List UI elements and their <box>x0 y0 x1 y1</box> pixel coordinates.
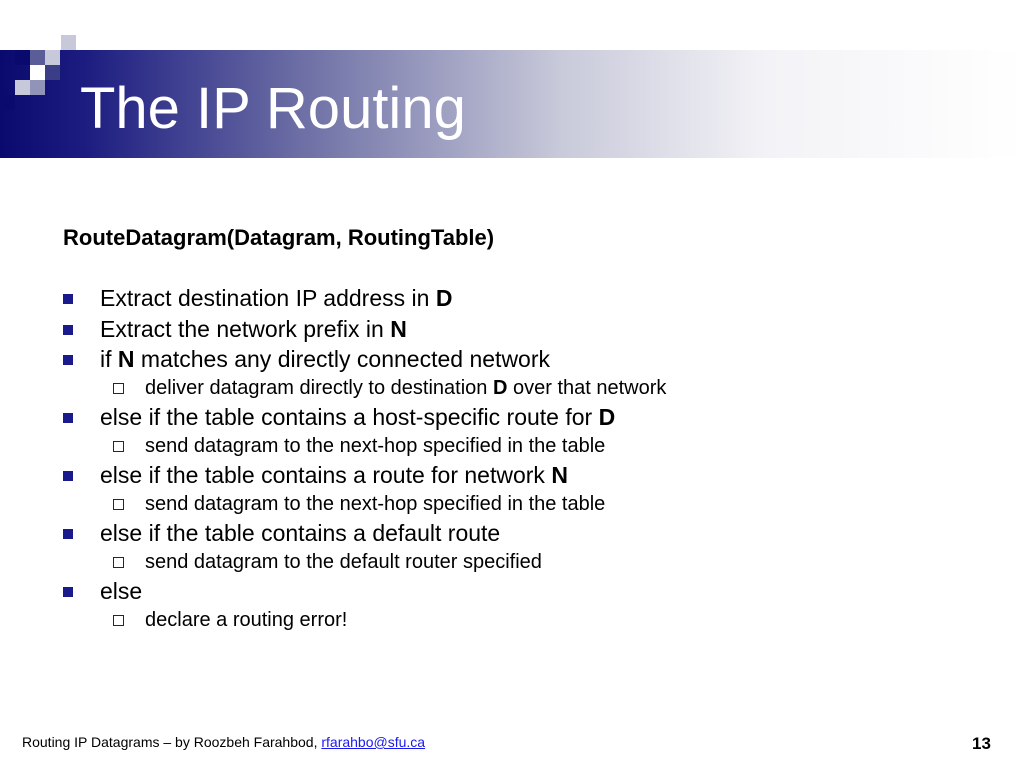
slide-subtitle: RouteDatagram(Datagram, RoutingTable) <box>63 225 495 250</box>
bullet-item <box>100 346 550 373</box>
footer-email-link[interactable]: rfarahbo@sfu.ca <box>321 734 426 750</box>
bullet-text: if <box>100 346 118 372</box>
bullet-text: Extract the network prefix in <box>100 316 391 342</box>
bullet-bold-variable: N <box>551 462 568 488</box>
bullet-square-icon <box>63 325 73 335</box>
sub-bullet-hollow-square-icon <box>113 499 124 510</box>
sub-bullet-item <box>145 609 347 632</box>
bullet-square-icon <box>63 355 73 365</box>
sub-bullet-hollow-square-icon <box>113 383 124 394</box>
bullet-square-icon <box>63 294 73 304</box>
bullet-item <box>100 316 407 343</box>
sub-bullet-hollow-square-icon <box>113 557 124 568</box>
sub-bullet-item <box>145 493 605 516</box>
slide-title: The IP Routing <box>80 76 466 141</box>
sub-bullet-hollow-square-icon <box>113 615 124 626</box>
bullet-text: Extract destination IP address in <box>100 285 436 311</box>
bullet-text: deliver datagram directly to destination <box>145 377 493 399</box>
bullet-item <box>100 404 615 431</box>
bullet-item <box>100 578 142 605</box>
bullet-bold-variable: D <box>492 377 508 399</box>
footer-credit: Routing IP Datagrams – by Roozbeh Farahbod, <box>22 734 322 750</box>
footer <box>22 734 425 750</box>
bullet-square-icon <box>63 413 73 423</box>
bullet-text: send datagram to the default router specified <box>145 551 542 573</box>
bullet-bold-variable: D <box>435 285 453 311</box>
bullet-item <box>100 285 452 312</box>
bullet-square-icon <box>63 587 73 597</box>
bullet-text: else if the table contains a default route <box>100 520 501 546</box>
sub-bullet-item <box>145 377 666 400</box>
bullet-bold-variable: D <box>598 404 616 430</box>
bullet-text: else if the table contains a route for network <box>100 462 552 488</box>
bullet-text: declare a routing error! <box>145 609 348 631</box>
bullet-square-icon <box>63 471 73 481</box>
bullet-text: else <box>100 578 143 604</box>
page-number: 13 <box>972 734 991 753</box>
sub-bullet-item <box>145 435 605 458</box>
bullet-bold-variable: N <box>117 346 135 372</box>
sub-bullet-item <box>145 551 542 574</box>
bullet-text-after: over that network <box>507 377 667 399</box>
bullet-square-icon <box>63 529 73 539</box>
bullet-text: send datagram to the next-hop specified in the table <box>145 493 606 515</box>
bullet-text: send datagram to the next-hop specified in the table <box>145 435 606 457</box>
bullet-text-after: matches any directly connected network <box>134 346 550 372</box>
bullet-item <box>100 520 500 547</box>
bullet-bold-variable: N <box>390 316 407 342</box>
sub-bullet-hollow-square-icon <box>113 441 124 452</box>
bullet-text: else if the table contains a host-specific route for <box>100 404 599 430</box>
bullet-item <box>100 462 568 489</box>
